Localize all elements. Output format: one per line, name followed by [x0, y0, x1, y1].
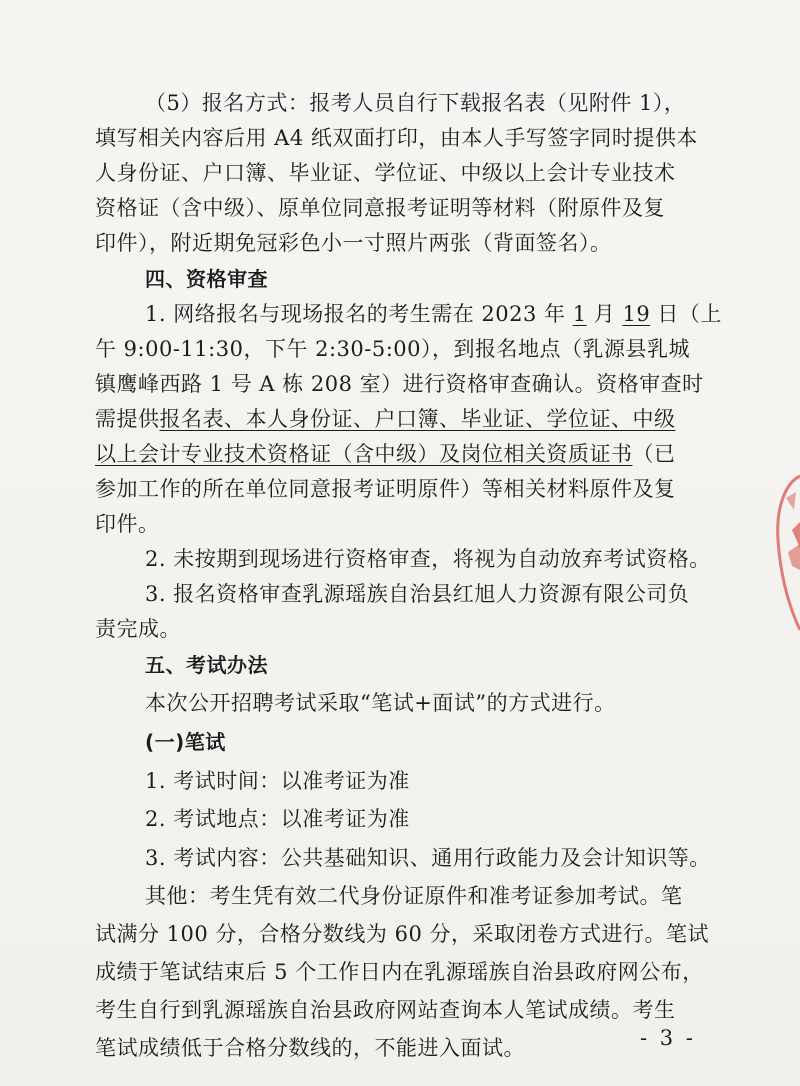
underlined-materials: 报名表、本人身份证、户口簿、毕业证、学位证、中级	[159, 407, 676, 431]
paragraph-line: 2. 未按期到现场进行资格审查，将视为自动放弃考试资格。	[145, 547, 711, 571]
paragraph-line	[145, 299, 722, 329]
paragraph-line: 试满分 100 分，合格分数线为 60 分，采取闭卷方式进行。笔试	[95, 922, 710, 946]
section-heading: 五、考试办法	[145, 653, 268, 677]
seal-fragment-icon	[766, 470, 800, 640]
paragraph-line: 成绩于笔试结束后 5 个工作日内在乳源瑶族自治县政府网公布，	[95, 960, 704, 984]
line-part: 月	[593, 302, 616, 326]
paragraph-line	[95, 439, 676, 469]
underlined-day: 19	[622, 302, 651, 326]
paragraph-line: 2. 考试地点：以准考证为准	[145, 807, 410, 831]
line-part: 1. 网络报名与现场报名的考生需在 2023 年	[145, 302, 566, 326]
paragraph-line: 责完成。	[95, 617, 181, 641]
red-seal-edge	[766, 470, 800, 640]
paragraph-line: 其他：考生凭有效二代身份证原件和准考证参加考试。笔	[145, 884, 683, 908]
paragraph-line: 3. 报名资格审查乳源瑶族自治县红旭人力资源有限公司负	[145, 582, 690, 606]
paragraph-line: 本次公开招聘考试采取“笔试+面试”的方式进行。	[145, 691, 616, 715]
section-heading: 四、资格审查	[145, 267, 268, 291]
paragraph-line: 印件），附近期免冠彩色小一寸照片两张（背面签名）。	[95, 231, 612, 255]
underlined-materials: 以上会计专业技术资格证（含中级）及岗位相关资质证书	[95, 442, 633, 466]
page-number: - 3 -	[640, 1026, 696, 1050]
paragraph-line: 参加工作的所在单位同意报考证明原件）等相关材料原件及复	[95, 477, 676, 501]
paragraph-line: 印件。	[95, 512, 160, 536]
line-part: （已	[632, 442, 676, 466]
paragraph-line: 午 9:00-11:30，下午 2:30-5:00），到报名地点（乳源县乳城	[95, 337, 691, 361]
paragraph-line: 人身份证、户口簿、毕业证、学位证、中级以上会计专业技术	[95, 161, 676, 185]
paragraph-line: 3. 考试内容：公共基础知识、通用行政能力及会计知识等。	[145, 846, 711, 870]
paragraph-line: 考生自行到乳源瑶族自治县政府网站查询本人笔试成绩。考生	[95, 998, 676, 1022]
paragraph-line: （5）报名方式：报考人员自行下载报名表（见附件 1），	[145, 91, 686, 115]
paragraph-line: 填写相关内容后用 A4 纸双面打印，由本人手写签字同时提供本	[95, 126, 698, 150]
paragraph-line: 1. 考试时间：以准考证为准	[145, 769, 410, 793]
line-part: 日（上	[657, 302, 722, 326]
paragraph-line: 笔试成绩低于合格分数线的，不能进入面试。	[95, 1036, 525, 1060]
line-part: 需提供	[95, 407, 160, 431]
paragraph-line: 资格证（含中级）、原单位同意报考证明等材料（附原件及复	[95, 196, 665, 220]
subsection-heading: (一)笔试	[145, 730, 226, 754]
paragraph-line: 镇鹰峰西路 1 号 A 栋 208 室）进行资格审查确认。资格审查时	[95, 372, 704, 396]
underlined-month: 1	[572, 302, 587, 326]
paragraph-line	[95, 404, 676, 434]
